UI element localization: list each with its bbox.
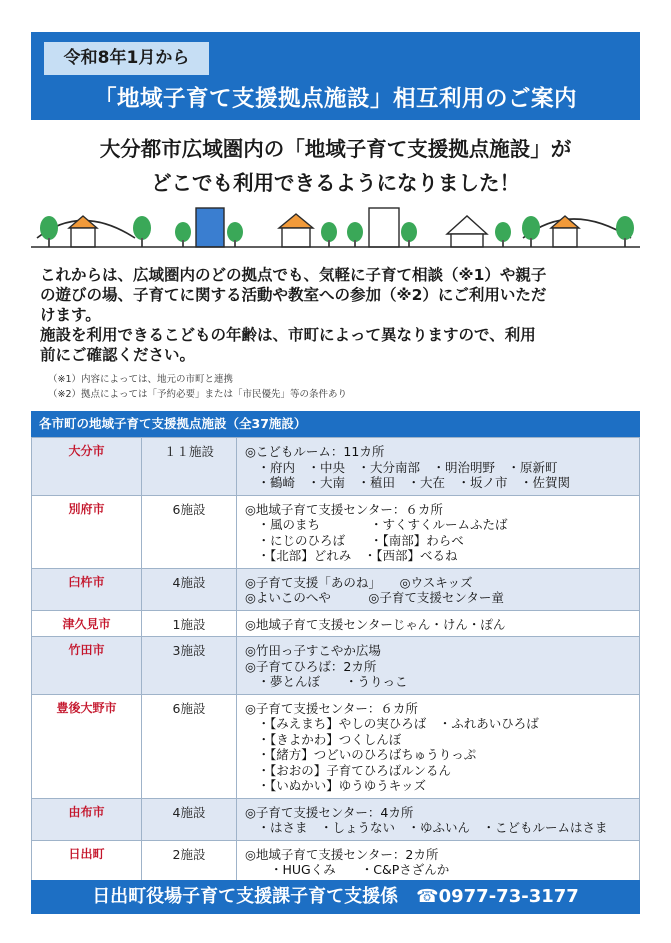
count-cell: 4施設: [142, 798, 237, 840]
facility-line: ◎こどもルーム：11カ所: [245, 444, 385, 459]
facility-line: ・風のまち ・すくすくルームふたば: [245, 517, 508, 532]
table-row: [32, 495, 640, 568]
table-row: [32, 438, 640, 496]
facility-line: ・にじのひろば ・【南部】わらべ: [245, 532, 464, 548]
facility-line: ・【おおの】子育てひろばルンるん: [245, 762, 451, 778]
facility-line: ◎地域子育て支援センターじゃん・けん・ぽん: [245, 616, 506, 632]
table-row: [32, 694, 640, 798]
page-title: 「地域子育て支援拠点施設」相互利用のご案内: [93, 86, 577, 112]
body-line: の遊びの場、子育てに関する活動や教室への参加（※2）にご利用いただ: [40, 286, 547, 304]
facility-line: ◎地域子育て支援センター：６カ所: [245, 501, 443, 517]
facility-list-cell: [237, 840, 640, 882]
city-cell: 津久見市: [32, 610, 142, 637]
count-cell: 2施設: [142, 840, 237, 882]
facility-line: ◎子育てひろば：2カ所: [245, 658, 377, 674]
facility-list-cell: [237, 610, 640, 637]
contact-footer: 日出町役場子育て支援課子育て支援係 ☎0977-73-3177: [31, 880, 640, 914]
facility-line: ・HUGくみ ・C&Pさざんか: [245, 862, 450, 877]
lead-line: どこでも利用できるようになりました！: [151, 171, 520, 195]
city-cell: 豊後大野市: [32, 694, 142, 798]
facility-line: ◎子育て支援センター：６カ所: [245, 700, 418, 716]
body-line: これからは、広域圏内のどの拠点でも、気軽に子育て相談（※1）や親子: [40, 266, 547, 284]
city-cell: 臼杵市: [32, 568, 142, 610]
footnotes: [48, 372, 638, 402]
table-row: [32, 568, 640, 610]
facility-list-cell: [237, 694, 640, 798]
count-cell: 1施設: [142, 610, 237, 637]
facility-list-cell: [237, 798, 640, 840]
facility-list-cell: [237, 495, 640, 568]
count-cell: １１施設: [142, 438, 237, 496]
count-cell: 4施設: [142, 568, 237, 610]
body-line: 施設を利用できるこどもの年齢は、市町によって異なりますので、利用: [40, 326, 536, 344]
table-heading: 各市町の地域子育て支援拠点施設（全37施設）: [31, 411, 640, 437]
facility-list-cell: [237, 568, 640, 610]
tree-icon: [40, 216, 634, 247]
facility-line: ◎竹田っ子すこやか広場: [245, 643, 381, 658]
city-cell: 大分市: [32, 438, 142, 496]
facility-line: ・鶴崎 ・大南 ・稙田 ・大在 ・坂ノ市 ・佐賀関: [245, 475, 571, 490]
city-cell: 別府市: [32, 495, 142, 568]
count-cell: 3施設: [142, 637, 237, 695]
count-cell: 6施設: [142, 694, 237, 798]
facility-line: ◎子育て支援「あのね」 ◎ウスキッズ: [245, 574, 473, 590]
table-row: [32, 840, 640, 882]
facility-line: ◎地域子育て支援センター：2カ所: [245, 846, 439, 862]
facility-line: ・【いぬかい】ゆうゆうキッズ: [245, 778, 427, 793]
table-row: [32, 610, 640, 637]
facility-line: ・府内 ・中央 ・大分南部 ・明治明野 ・原新町: [245, 459, 558, 475]
town-illustration: [31, 198, 640, 258]
facility-line: ・【みえまち】やしの実ひろば ・ふれあいひろば: [245, 716, 539, 731]
city-cell: 由布市: [32, 798, 142, 840]
count-cell: 6施設: [142, 495, 237, 568]
table-row: [32, 798, 640, 840]
facility-line: ・【きよかわ】つくしんぼ: [245, 731, 402, 747]
footnote: （※2）拠点によっては「予約必要」または「市民優先」等の条件あり: [48, 389, 348, 400]
city-cell: 日出町: [32, 840, 142, 882]
facility-line: ・はさま ・しょうない ・ゆふいん ・こどもルームはさま: [245, 820, 608, 835]
facility-line: ・【北部】どれみ ・【西部】べるね: [245, 548, 458, 563]
body-line: けます。: [40, 306, 101, 324]
body-text: [40, 265, 635, 365]
lead-line: 大分都市広域圏内の「地域子育て支援拠点施設」が: [99, 137, 572, 161]
facility-list-cell: [237, 637, 640, 695]
facility-line: ◎よいこのへや ◎子育て支援センター童: [245, 590, 504, 605]
date-tag: 令和8年1月から: [44, 42, 209, 75]
facility-line: ・【緒方】つどいのひろばちゅうりっぷ: [245, 747, 477, 762]
table-row: [32, 637, 640, 695]
facility-line: ◎子育て支援センター：4カ所: [245, 804, 414, 820]
facility-list-cell: [237, 438, 640, 496]
facility-table: [31, 437, 640, 883]
city-cell: 竹田市: [32, 637, 142, 695]
body-line: 前にご確認ください。: [40, 346, 196, 364]
lead-text: [31, 132, 640, 200]
footnote: （※1）内容によっては、地元の市町と連携: [48, 374, 234, 385]
facility-line: ・夢とんぼ ・うりっこ: [245, 674, 408, 689]
